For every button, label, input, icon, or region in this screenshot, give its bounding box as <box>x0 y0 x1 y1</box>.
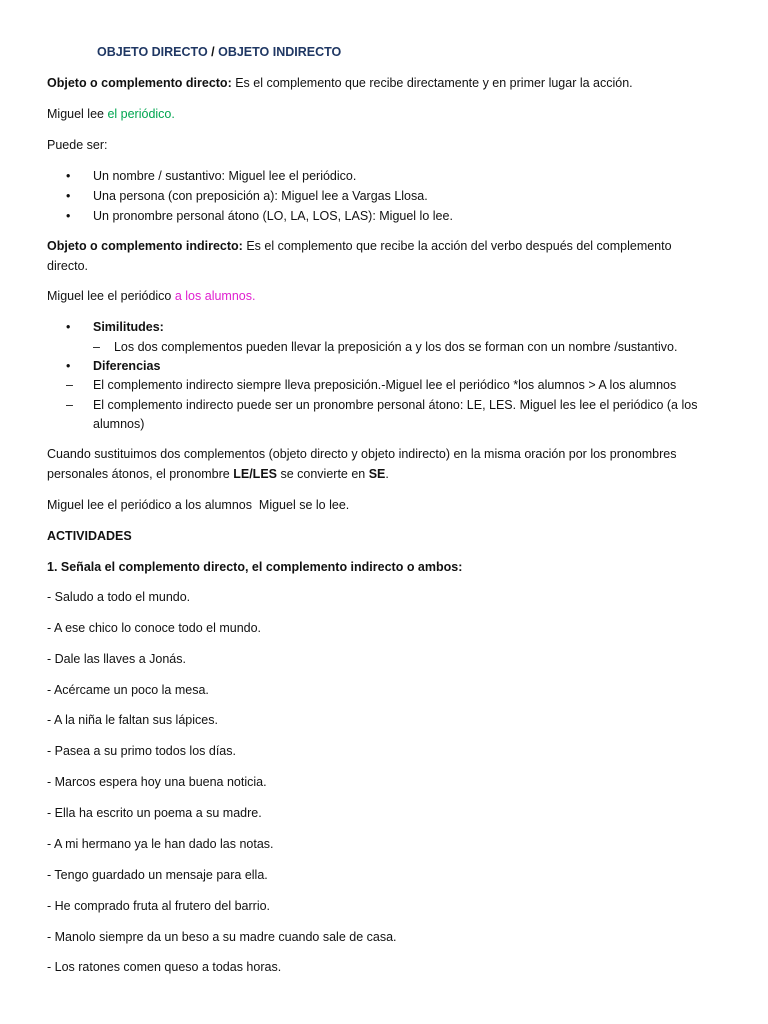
puede-ser: Puede ser: <box>47 138 108 152</box>
exercise-item: - A ese chico lo conoce todo el mundo. <box>47 621 262 635</box>
oi-definition-text-2: directo. <box>47 259 88 273</box>
list-item: • Un nombre / sustantivo: Miguel lee el periódico. <box>66 166 453 186</box>
od-definition <box>47 73 633 93</box>
exercise-item: - Marcos espera hoy una buena noticia. <box>47 775 267 789</box>
exercise-item: - He comprado fruta al frutero del barrio. <box>47 899 271 913</box>
oi-example-prefix: Miguel lee el periódico <box>47 289 175 303</box>
oi-definition <box>47 236 672 256</box>
se-rule-line-2: personales átonos, el pronombre LE/LES se convierte en SE. <box>47 467 389 481</box>
bullet-mark: • <box>66 209 71 223</box>
exercise-item: - Manolo siempre da un beso a su madre cuando sale de casa. <box>47 930 397 944</box>
list-item: – El complemento indirecto siempre lleva preposición.-Miguel lee el periódico *los alumnos > A los alumnos <box>66 378 677 392</box>
bullet-mark: • <box>66 359 71 373</box>
list-item <box>66 317 164 337</box>
exercise-item: - Acércame un poco la mesa. <box>47 683 209 697</box>
exercise-title: 1. Señala el complemento directo, el complemento indirecto o ambos: <box>47 560 463 574</box>
od-example-prefix: Miguel lee <box>47 107 108 121</box>
similitudes-item: Los dos complementos pueden llevar la preposición a y los dos se forman con un nombre /sustantivo. <box>113 340 678 354</box>
oi-definition-text-1: Es el complemento que recibe la acción del verbo después del complemento <box>242 239 672 253</box>
se-rule-line-1: Cuando sustituimos dos complementos (objeto directo y objeto indirecto) en la misma oración por los pronombres <box>47 447 677 461</box>
exercise-item: - Dale las llaves a Jonás. <box>47 652 186 666</box>
diferencias-label: Diferencias <box>93 359 161 373</box>
exercise-item: - A mi hermano ya le han dado las notas. <box>47 837 274 851</box>
list-item: • Una persona (con preposición a): Miguel lee a Vargas Llosa. <box>66 186 453 206</box>
od-definition-text: Es el complemento que recibe directamente y en primer lugar la acción. <box>231 76 633 90</box>
exercise-item: - Los ratones comen queso a todas horas. <box>47 960 282 974</box>
dash-mark: – <box>66 398 73 412</box>
bullet-mark: • <box>66 320 71 334</box>
bullet-mark: • <box>66 169 71 183</box>
od-definition-label: Objeto o complemento directo: <box>47 76 232 90</box>
od-example-highlight: el periódico. <box>107 107 175 121</box>
oi-example <box>47 286 255 306</box>
page-title <box>97 42 341 62</box>
list-item: – El complemento indirecto puede ser un pronombre personal átono: LE, LES. Miguel les lee el periódico (a los <box>66 398 698 412</box>
dash-mark: – <box>66 378 73 392</box>
exercise-item: - A la niña le faltan sus lápices. <box>47 713 218 727</box>
list-item <box>66 356 160 376</box>
similitudes-label: Similitudes: <box>93 320 164 334</box>
exercise-item: - Ella ha escrito un poema a su madre. <box>47 806 262 820</box>
exercise-item: - Pasea a su primo todos los días. <box>47 744 236 758</box>
list-item: • Un pronombre personal átono (LO, LA, LOS, LAS): Miguel lo lee. <box>66 206 453 226</box>
title-part-1: OBJETO DIRECTO <box>97 45 208 59</box>
title-part-2: OBJETO INDIRECTO <box>218 45 342 59</box>
list-item <box>93 337 677 357</box>
od-bullet-list <box>66 166 453 226</box>
title-separator: / <box>207 45 219 59</box>
actividades-heading: ACTIVIDADES <box>47 529 132 543</box>
se-rule-example: Miguel lee el periódico a los alumnos Miguel se lo lee. <box>47 498 350 512</box>
od-example <box>47 104 175 124</box>
exercise-item: - Tengo guardado un mensaje para ella. <box>47 868 268 882</box>
list-item-continuation: alumnos) <box>93 417 145 431</box>
dash-mark: – <box>93 340 100 354</box>
similitudes-list <box>66 317 164 337</box>
oi-definition-label: Objeto o complemento indirecto: <box>47 239 243 253</box>
exercise-item: - Saludo a todo el mundo. <box>47 590 191 604</box>
diferencias-list <box>66 356 160 376</box>
oi-example-highlight: a los alumnos. <box>174 289 256 303</box>
bullet-mark: • <box>66 189 71 203</box>
